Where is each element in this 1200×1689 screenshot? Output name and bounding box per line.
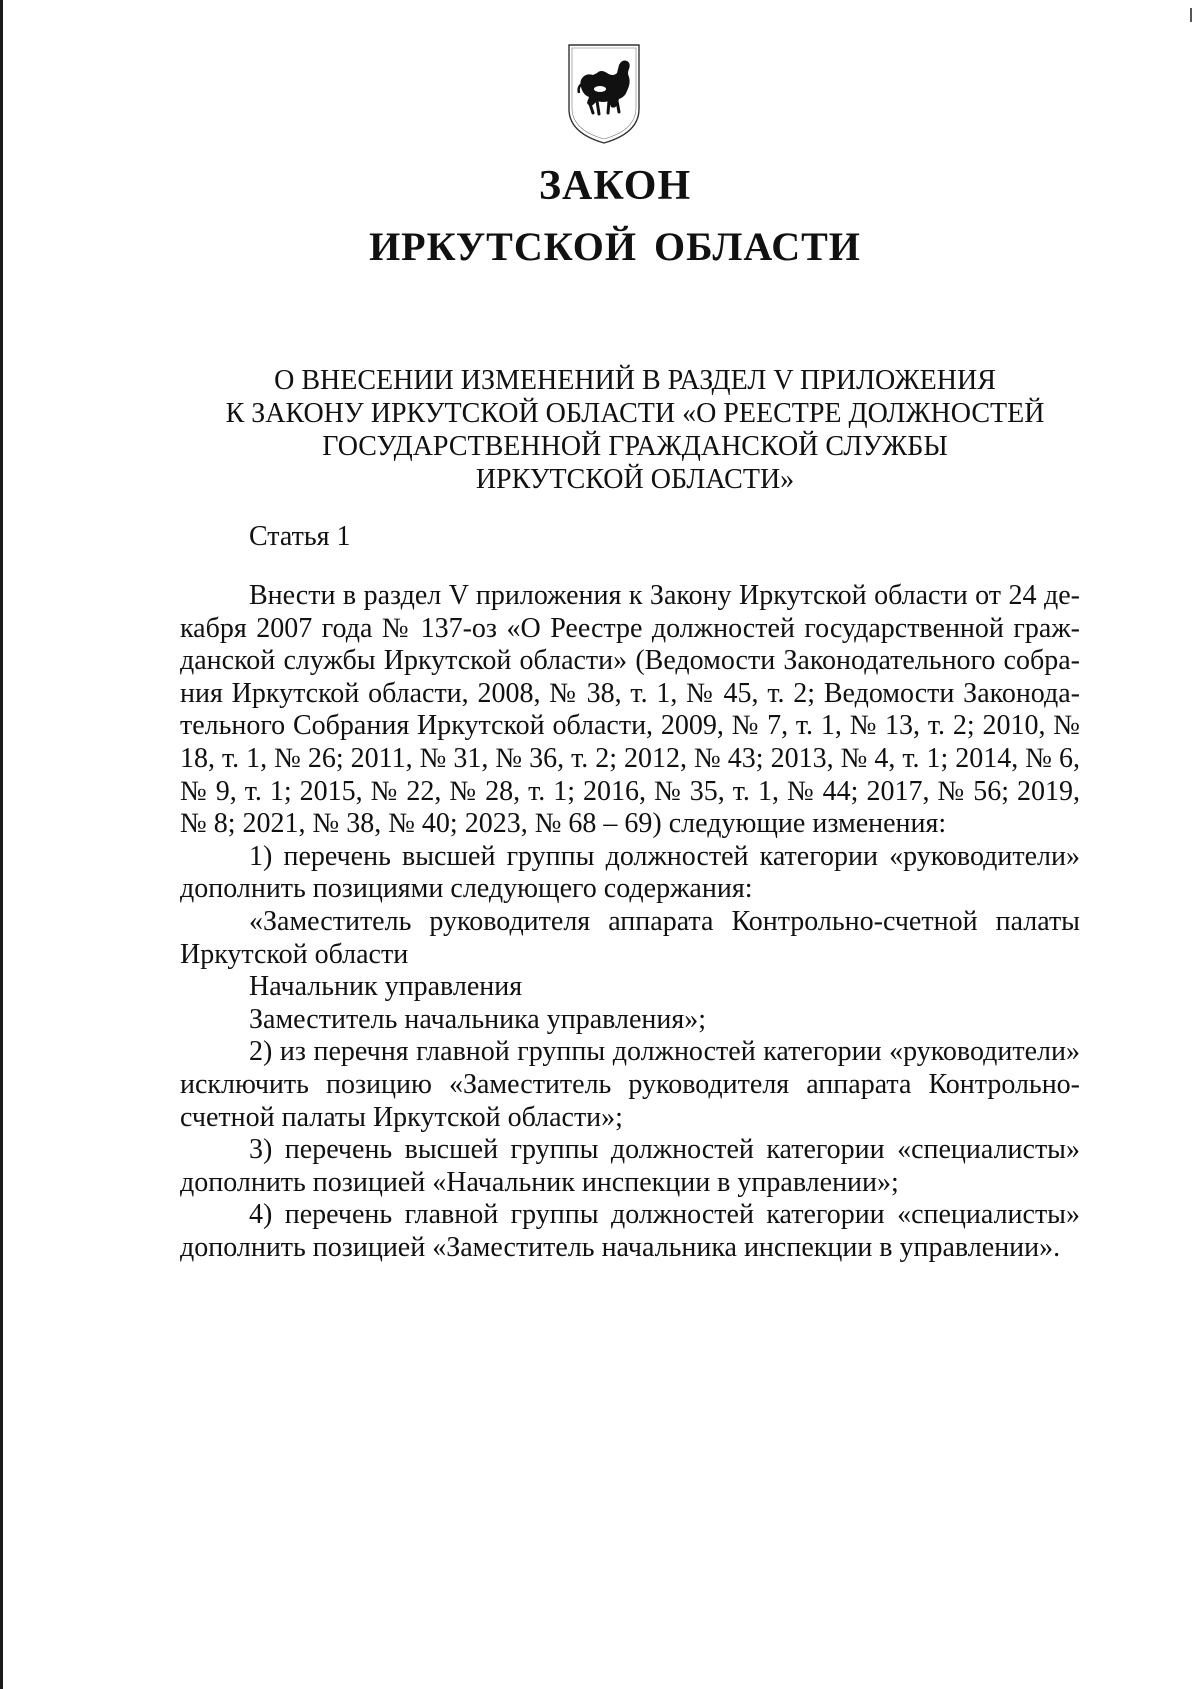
law-title-line: О ВНЕСЕНИИ ИЗМЕНЕНИЙ В РАЗДЕЛ V ПРИЛОЖЕНИЯ — [274, 365, 996, 396]
amendment-item-1-position-1: «Заместитель руководителя аппарата Контрольно-счетной палаты Иркутской области — [180, 905, 1080, 970]
law-title — [190, 364, 1080, 496]
amendment-item-1-position-2: Начальник управления — [249, 971, 523, 1003]
article-body — [180, 580, 1080, 1264]
amendment-item-1-position-3: Заместитель начальника управления»; — [249, 1003, 707, 1035]
irkutsk-babr-coat-of-arms-icon — [567, 43, 641, 145]
law-title-line: К ЗАКОНУ ИРКУТСКОЙ ОБЛАСТИ «О РЕЕСТРЕ ДОЛЖНОСТЕЙ — [225, 398, 1045, 429]
amendment-item-1: 1) перечень высшей группы должностей категории «руководители» дополнить позициями следующего содержания: — [180, 840, 1080, 905]
article-intro-paragraph: Внести в раздел V приложения к Закону Иркутской области от 24 декабря 2007 года № 137-оз «О Реестре должностей государственной гражданской службы Иркутской области» (Ведомости Законодательного собрания Иркутской области, 2008, № 38, т. 1, № 45, т. 2; Ведомости Законодательного Собрания Иркутской области, 2009, № 7, т. 1, № 13, т. 2; 2010, № 18, т. 1, № 26; 2011, № 31, № 36, т. 2; 2012, № 43; 2013, № 4, т. 1; 2014, № 6, № 9, т. 1; 2015, № 22, № 28, т. 1; 2016, № 35, т. 1, № 44; 2017, № 56; 2019, № 8; 2021, № 38, № 40; 2023, № 68 – 69) следующие изменения: — [180, 580, 1080, 840]
amendment-item-2: 2) из перечня главной группы должностей категории «руководители» исключить позицию «Заместитель руководителя аппарата Контрольно-счетной палаты Иркутской области»; — [180, 1036, 1080, 1133]
amendment-item-3: 3) перечень высшей группы должностей категории «специалисты» дополнить позицией «Начальник инспекции в управлении»; — [180, 1134, 1080, 1198]
article-heading: Статья 1 — [249, 521, 351, 552]
law-title-line: ИРКУТСКОЙ ОБЛАСТИ» — [475, 464, 795, 495]
amendment-item-4: 4) перечень главной группы должностей категории «специалисты» дополнить позицией «Заместитель начальника инспекции в управлении». — [180, 1199, 1080, 1263]
document-region: ИРКУТСКОЙ ОБЛАСТИ — [369, 224, 861, 269]
law-title-line: ГОСУДАРСТВЕННОЙ ГРАЖДАНСКОЙ СЛУЖБЫ — [322, 431, 948, 462]
document-title: ЗАКОН — [538, 163, 692, 209]
scan-mark-right — [1190, 8, 1192, 22]
